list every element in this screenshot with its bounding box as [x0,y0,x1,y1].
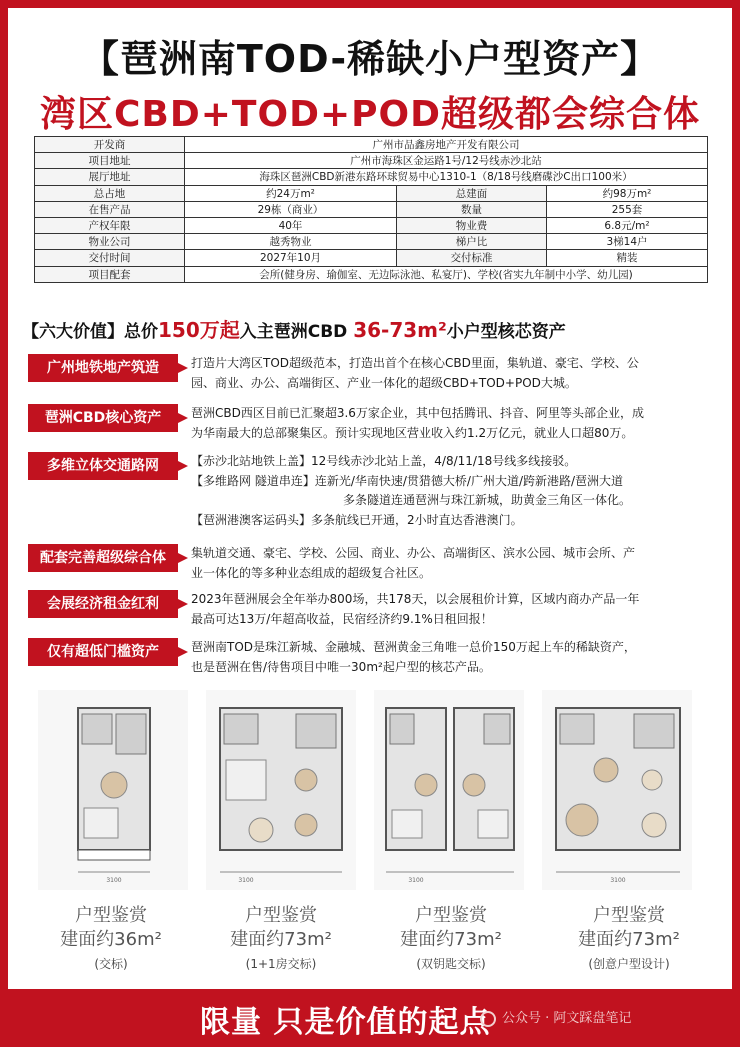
value-text [191,354,711,393]
table-value: 越秀物业 [185,234,397,250]
plan-caption [196,904,366,976]
table-key: 在售产品 [35,201,185,217]
table-value: 海珠区琶洲CBD新港东路环球贸易中心1310-1（8/18号线磨碟沙C出口100米） [185,169,708,185]
value-line: 打造片大湾区TOD超级范本，打造出首个在核心CBD里面，集轨道、豪宅、学校、公 [191,356,639,370]
table-value: 3梯14户 [547,234,708,250]
table-value: 2027年10月 [185,250,397,266]
table-value: 29栋（商业） [185,201,397,217]
table-value: 约24万m² [185,185,397,201]
caption-title: 户型鉴赏 [593,905,665,926]
caption-area: 建面约73m² [230,929,332,950]
table-value: 255套 [547,201,708,217]
headline-part: 小户型核芯资产 [446,322,566,342]
caption-note: (1+1房交标) [245,957,317,971]
caption-title: 户型鉴赏 [415,905,487,926]
wechat-icon [480,1011,496,1027]
table-key: 项目配套 [35,266,185,282]
table-key: 梯户比 [397,234,547,250]
floor-plan-image [38,690,188,890]
caption-note: (双钥匙交标) [416,957,486,971]
six-values-headline [22,314,722,343]
caption-area: 建面约73m² [400,929,502,950]
value-tag: 琶洲CBD核心资产 [28,404,178,432]
table-value: 广州市品鑫房地产开发有限公司 [185,137,708,153]
table-row [35,153,708,169]
table-value: 约98万m² [547,185,708,201]
value-text [191,452,711,530]
caption-area: 建面约36m² [60,929,162,950]
plan-dimension: 3100 [408,877,424,884]
value-line: 琶洲南TOD是珠江新城、金融城、琶洲黄金三角唯一总价150万起上车的稀缺资产， [191,640,636,654]
value-line: 集轨道交通、豪宅、学校、公园、商业、办公、高端街区、滨水公园、城市会所、产 [191,546,636,560]
table-key: 产权年限 [35,217,185,233]
floor-plan-73-c-drawing [542,690,692,890]
floor-plan-image [542,690,692,890]
table-row [35,217,708,233]
table-value: 会所(健身房、瑜伽室、无边际泳池、私宴厅)、学校(省实九年制中小学、幼儿园) [185,266,708,282]
value-tag: 仅有超低门槛资产 [28,638,178,666]
headline-part: 【六大价值】总价 [22,322,158,342]
headline-part: 入主琶洲CBD [239,322,354,342]
page-subtitle: 湾区CBD+TOD+POD超级都会综合体 [40,94,700,135]
table-key: 物业公司 [35,234,185,250]
table-row [35,169,708,185]
table-value: 6.8元/m² [547,217,708,233]
value-line: 也是琶洲在售/待售项目中唯一30m²起户型的核芯产品。 [191,659,491,674]
table-key: 总建面 [397,185,547,201]
value-text [191,638,711,677]
table-row [35,137,708,153]
table-key: 展厅地址 [35,169,185,185]
plan-dimension: 3100 [106,877,122,884]
value-tag: 多维立体交通路网 [28,452,178,480]
value-line: 为华南最大的总部聚集区。预计实现地区营业收入约1.2万亿元，就业人口超80万。 [191,425,634,440]
table-key: 物业费 [397,217,547,233]
table-row [35,234,708,250]
headline-area: 36-73m² [353,318,447,342]
caption-title: 户型鉴赏 [245,905,317,926]
watermark-text: 公众号 · 阿文踩盘笔记 [502,1011,632,1026]
floor-plans [30,690,710,895]
value-line: 2023年琶洲展会全年举办800场，共178天，以会展租价计算，区域内商办产品一年 [191,592,640,606]
table-key: 总占地 [35,185,185,201]
caption-area: 建面约73m² [578,929,680,950]
value-text [191,590,711,629]
table-value: 精装 [547,250,708,266]
floor-plan-36-drawing [38,690,188,890]
watermark [480,1007,631,1027]
value-tag: 会展经济租金红利 [28,590,178,618]
plan-dimension: 3100 [238,877,254,884]
plan-caption [544,904,714,976]
value-line: 业一体化的等多种业态组成的超级复合社区。 [191,565,432,580]
table-key: 交付标准 [397,250,547,266]
footer-banner [0,989,740,1047]
table-value: 广州市海珠区金运路1号/12号线赤沙北站 [185,153,708,169]
page-title: 【琶洲南TOD-稀缺小户型资产】 [80,37,660,81]
table-key: 项目地址 [35,153,185,169]
value-line: 【赤沙北站地铁上盖】12号线赤沙北站上盖，4/8/11/18号线多线接驳。 [191,454,577,468]
floor-plan-image [206,690,356,890]
plan-caption [26,904,196,976]
table-key: 交付时间 [35,250,185,266]
table-value: 40年 [185,217,397,233]
caption-note: (创意户型设计) [588,957,670,971]
value-line: 园、商业、办公、高端街区、产业一体化的超级CBD+TOD+POD大城。 [191,375,577,390]
value-text [191,404,711,443]
value-tag: 配套完善超级综合体 [28,544,178,572]
footer-slogan: 限量 只是价值的起点 [200,1005,491,1040]
headline-price: 150万起 [158,318,240,342]
value-tag: 广州地铁地产筑造 [28,354,178,382]
project-info-table [34,136,708,283]
value-line: 【多维路网 隧道串连】连新光/华南快速/贯猎德大桥/广州大道/跨新港路/琶洲大道 [191,473,624,488]
caption-title: 户型鉴赏 [75,905,147,926]
table-row [35,250,708,266]
floor-plan-73-b-drawing [374,690,524,890]
floor-plan-image [374,690,524,890]
table-row [35,266,708,282]
value-line: 【琶洲港澳客运码头】多条航线已开通，2小时直达香港澳门。 [191,512,523,527]
value-line: 多条隧道连通琶洲与珠江新城，助黄金三角区一体化。 [343,493,632,507]
value-text [191,544,711,583]
table-row [35,185,708,201]
table-key: 开发商 [35,137,185,153]
value-line: 最高可达13万/年超高收益，民宿经济约9.1%日租回报！ [191,611,493,626]
value-line: 琶洲CBD西区目前已汇聚超3.6万家企业，其中包括腾讯、抖音、阿里等头部企业，成 [191,406,644,420]
floor-plan-73-a-drawing [206,690,356,890]
plan-dimension: 3100 [610,877,626,884]
table-key: 数量 [397,201,547,217]
caption-note: (交标) [94,957,128,971]
table-row [35,201,708,217]
plan-caption [366,904,536,976]
